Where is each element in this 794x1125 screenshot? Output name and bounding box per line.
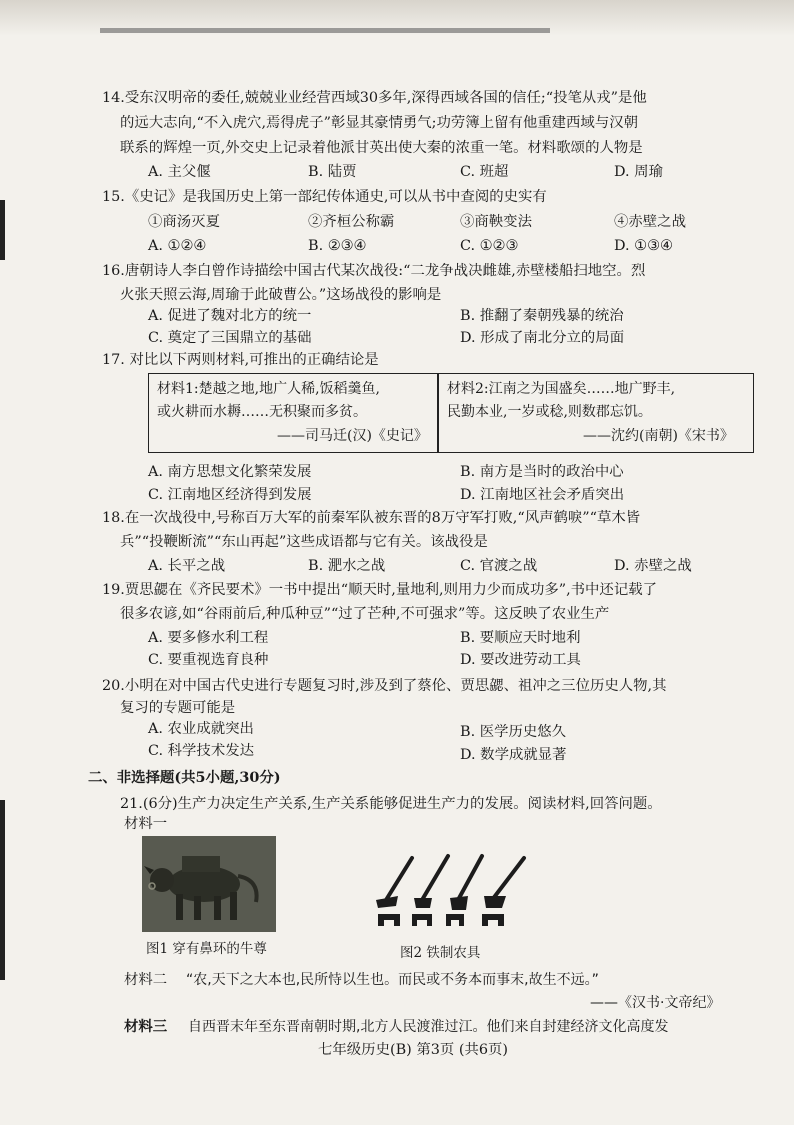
q21-intro: 21.(6分)生产力决定生产关系,生产关系能够促进生产力的发展。阅读材料,回答问题。 xyxy=(120,796,662,812)
section-2-title: 二、非选择题(共5小题,30分) xyxy=(88,769,281,786)
q15-item-4: ④赤壁之战 xyxy=(614,214,686,230)
q15-option-c: C. ①②③ xyxy=(460,238,519,254)
material-3-text: 自西晋末年至东晋南朝时期,北方人民渡淮过江。他们来自封建经济文化高度发 xyxy=(188,1019,669,1035)
q17-material-table xyxy=(148,373,754,453)
q18-option-c: C. 官渡之战 xyxy=(460,558,538,574)
q15-stem: 15.《史记》是我国历史上第一部纪传体通史,可以从书中查阅的史实有 xyxy=(102,189,547,205)
q15-item-3: ③商鞅变法 xyxy=(460,214,532,230)
q19-line-2: 很多农谚,如“谷雨前后,种瓜种豆”“过了芒种,不可强求”等。这反映了农业生产 xyxy=(120,606,610,622)
q18-option-b: B. 淝水之战 xyxy=(308,558,386,574)
q20-option-d: D. 数学成就显著 xyxy=(460,747,567,763)
q17-option-a: A. 南方思想文化繁荣发展 xyxy=(148,464,312,480)
figure-2-caption: 图2 铁制农具 xyxy=(400,945,481,961)
q15-option-d: D. ①③④ xyxy=(614,238,673,254)
material1-line-2: 或火耕而水耨……无积聚而多贫。 xyxy=(157,404,367,420)
q19-option-b: B. 要顺应天时地利 xyxy=(460,630,581,646)
q20-line-2: 复习的专题可能是 xyxy=(120,700,236,716)
ox-bronze-illustration xyxy=(142,836,276,932)
iron-tools-illustration xyxy=(372,852,536,932)
q14-line-1: 14.受东汉明帝的委任,兢兢业业经营西域30多年,深得西域各国的信任;“投笔从戎”是他 xyxy=(102,90,647,106)
q15-item-2: ②齐桓公称霸 xyxy=(308,214,395,230)
scan-top-line xyxy=(100,28,550,33)
q14-option-b: B. 陆贾 xyxy=(308,164,357,180)
material2-line-2: 民勤本业,一岁或稔,则数郡忘饥。 xyxy=(447,404,652,420)
q17-option-c: C. 江南地区经济得到发展 xyxy=(148,487,312,503)
material1-source: ——司马迁(汉)《史记》 xyxy=(277,428,428,444)
q14-line-3: 联系的辉煌一页,外交史上记录着他派甘英出使大秦的浓重一笔。材料歌颂的人物是 xyxy=(120,140,643,156)
q15-option-b: B. ②③④ xyxy=(308,238,367,254)
q14-option-a: A. 主父偃 xyxy=(148,164,211,180)
q15-option-a: A. ①②④ xyxy=(148,238,207,254)
q14-line-2: 的远大志向,“不入虎穴,焉得虎子”彰显其豪情勇气;功劳簿上留有他重建西域与汉朝 xyxy=(120,115,638,131)
page-footer: 七年级历史(B) 第3页 (共6页) xyxy=(318,1042,509,1058)
scan-left-edge xyxy=(0,800,5,980)
q16-option-c: C. 奠定了三国鼎立的基础 xyxy=(148,330,312,346)
q15-item-1: ①商汤灭夏 xyxy=(148,214,220,230)
ox-bronze-photo xyxy=(142,836,276,932)
q20-line-1: 20.小明在对中国古代史进行专题复习时,涉及到了蔡伦、贾思勰、祖冲之三位历史人物,其 xyxy=(102,678,667,694)
q18-line-1: 18.在一次战役中,号称百万大军的前秦军队被东晋的8万守军打败,“风声鹤唳”“草木皆 xyxy=(102,510,641,526)
q14-option-d: D. 周瑜 xyxy=(614,164,663,180)
q19-option-c: C. 要重视选育良种 xyxy=(148,652,269,668)
q20-option-b: B. 医学历史悠久 xyxy=(460,724,567,740)
q18-line-2: 兵”“投鞭断流”“东山再起”这些成语都与它有关。该战役是 xyxy=(120,534,488,550)
material-2-quote: “农,天下之大本也,民所恃以生也。而民或不务本而事末,故生不远。” xyxy=(186,972,599,988)
material1-line-1: 材料1:楚越之地,地广人稀,饭稻羹鱼, xyxy=(157,381,380,397)
q19-option-d: D. 要改进劳动工具 xyxy=(460,652,581,668)
q16-option-a: A. 促进了魏对北方的统一 xyxy=(148,308,312,324)
q18-option-a: A. 长平之战 xyxy=(148,558,226,574)
q17-option-d: D. 江南地区社会矛盾突出 xyxy=(460,487,625,503)
scan-left-edge xyxy=(0,200,5,260)
q20-option-a: A. 农业成就突出 xyxy=(148,721,254,737)
material2-line-1: 材料2:江南之为国盛矣……地广野丰, xyxy=(447,381,676,397)
q16-line-1: 16.唐朝诗人李白曾作诗描绘中国古代某次战役:“二龙争战决雌雄,赤壁楼船扫地空。烈 xyxy=(102,263,646,279)
q16-line-2: 火张天照云海,周瑜于此破曹公。”这场战役的影响是 xyxy=(120,287,442,303)
q16-option-b: B. 推翻了秦朝残暴的统治 xyxy=(460,308,624,324)
table-divider xyxy=(437,374,439,452)
q16-option-d: D. 形成了南北分立的局面 xyxy=(460,330,625,346)
material-2-label: 材料二 xyxy=(124,972,168,988)
material2-source: ——沈约(南朝)《宋书》 xyxy=(583,428,734,444)
material-2-source: ——《汉书·文帝纪》 xyxy=(590,995,721,1011)
q19-line-1: 19.贾思勰在《齐民要术》一书中提出“顺天时,量地利,则用力少而成功多”,书中还记载了 xyxy=(102,582,657,598)
q14-option-c: C. 班超 xyxy=(460,164,509,180)
material-3-label: 材料三 xyxy=(124,1018,168,1035)
q19-option-a: A. 要多修水利工程 xyxy=(148,630,269,646)
q18-option-d: D. 赤壁之战 xyxy=(614,558,692,574)
material-1-label: 材料一 xyxy=(124,816,168,832)
q20-option-c: C. 科学技术发达 xyxy=(148,743,254,759)
figure-1-caption: 图1 穿有鼻环的牛尊 xyxy=(146,941,267,957)
q17-stem: 17. 对比以下两则材料,可推出的正确结论是 xyxy=(102,352,379,368)
q17-option-b: B. 南方是当时的政治中心 xyxy=(460,464,624,480)
